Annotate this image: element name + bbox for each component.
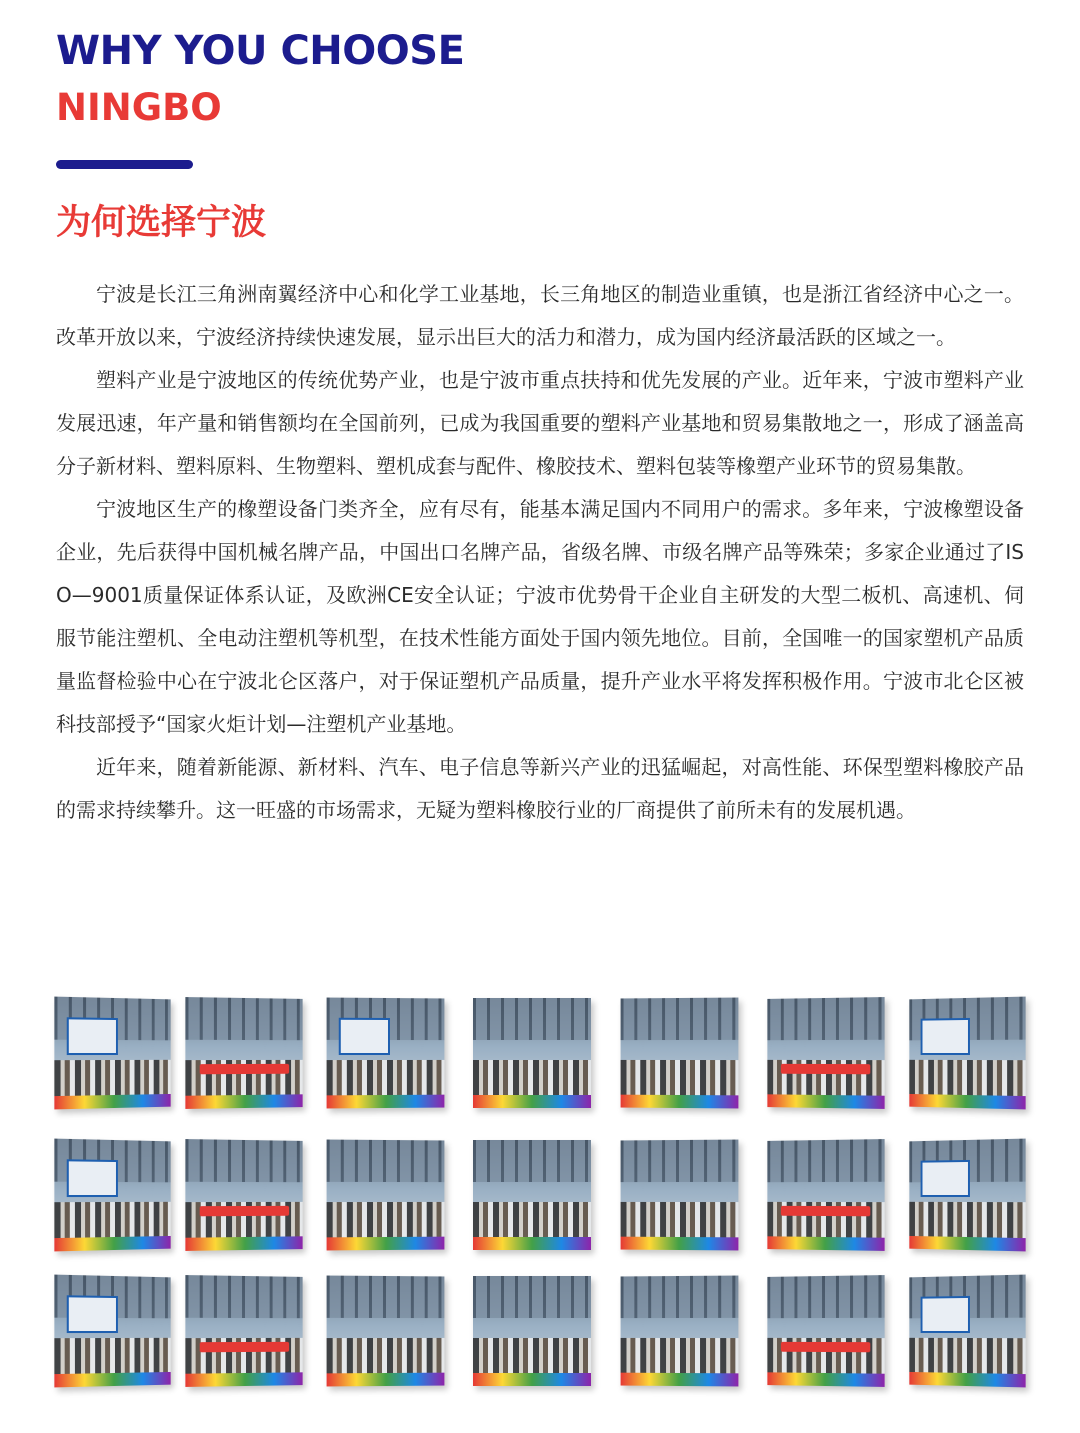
exhibition-photo	[185, 1139, 302, 1251]
exhibition-photo	[327, 1276, 445, 1387]
paragraph-4: 近年来，随着新能源、新材料、汽车、电子信息等新兴产业的迅猛崛起，对高性能、环保型塑料橡胶产品的需求持续攀升。这一旺盛的市场需求，无疑为塑料橡胶行业的厂商提供了前所未有的发展机遇。	[56, 755, 1024, 822]
title-en-line1: WHY YOU CHOOSE	[56, 28, 465, 74]
paragraph-3: 宁波地区生产的橡塑设备门类齐全，应有尽有，能基本满足国内不同用户的需求。多年来，宁波橡塑设备企业，先后获得中国机械名牌产品，中国出口名牌产品，省级名牌、市级名牌产品等殊荣；多家企业通过了ISO—9001质量保证体系认证，及欧洲CE安全认证；宁波市优势骨干企业自主研发的大型二板机、高速机、伺服节能注塑机、全电动注塑机等机型，在技术性能方面处于国内领先地位。目前，全国唯一的国家塑机产品质量监督检验中心在宁波北仑区落户，对于保证塑机产品质量，提升产业水平将发挥积极作用。宁波市北仑区被科技部授予“国家火炬计划—注塑机产业基地。	[56, 497, 1024, 736]
exhibition-photo	[327, 998, 445, 1109]
body-text	[56, 273, 1024, 832]
exhibition-photo	[767, 1275, 884, 1387]
exhibition-photo	[54, 997, 170, 1110]
photo-gallery	[55, 998, 1025, 1390]
exhibition-photo	[909, 1139, 1025, 1252]
paragraph-2: 塑料产业是宁波地区的传统优势产业，也是宁波市重点扶持和优先发展的产业。近年来，宁波市塑料产业发展迅速，年产量和销售额均在全国前列，已成为我国重要的塑料产业基地和贸易集散地之一，形成了涵盖高分子新材料、塑料原料、生物塑料、塑机成套与配件、橡胶技术、塑料包装等橡塑产业环节的贸易集散。	[56, 368, 1024, 478]
title-chinese: 为何选择宁波	[56, 203, 267, 243]
exhibition-photo	[185, 1275, 302, 1387]
exhibition-photo	[185, 997, 302, 1109]
exhibition-photo	[54, 1275, 170, 1388]
exhibition-photo	[54, 1139, 170, 1252]
exhibition-photo	[909, 1275, 1025, 1388]
exhibition-photo	[473, 998, 591, 1108]
exhibition-photo	[621, 1276, 739, 1387]
exhibition-photo	[767, 997, 884, 1109]
exhibition-photo	[327, 1140, 445, 1251]
exhibition-photo	[473, 1276, 591, 1386]
exhibition-photo	[621, 998, 739, 1109]
title-underline-bar	[56, 160, 193, 169]
exhibition-photo	[909, 997, 1025, 1110]
title-en-line2: NINGBO	[56, 86, 222, 129]
exhibition-photo	[621, 1140, 739, 1251]
paragraph-1: 宁波是长江三角洲南翼经济中心和化学工业基地，长三角地区的制造业重镇，也是浙江省经济中心之一。改革开放以来，宁波经济持续快速发展，显示出巨大的活力和潜力，成为国内经济最活跃的区域之一。	[56, 282, 1024, 349]
exhibition-photo	[473, 1140, 591, 1250]
exhibition-photo	[767, 1139, 884, 1251]
